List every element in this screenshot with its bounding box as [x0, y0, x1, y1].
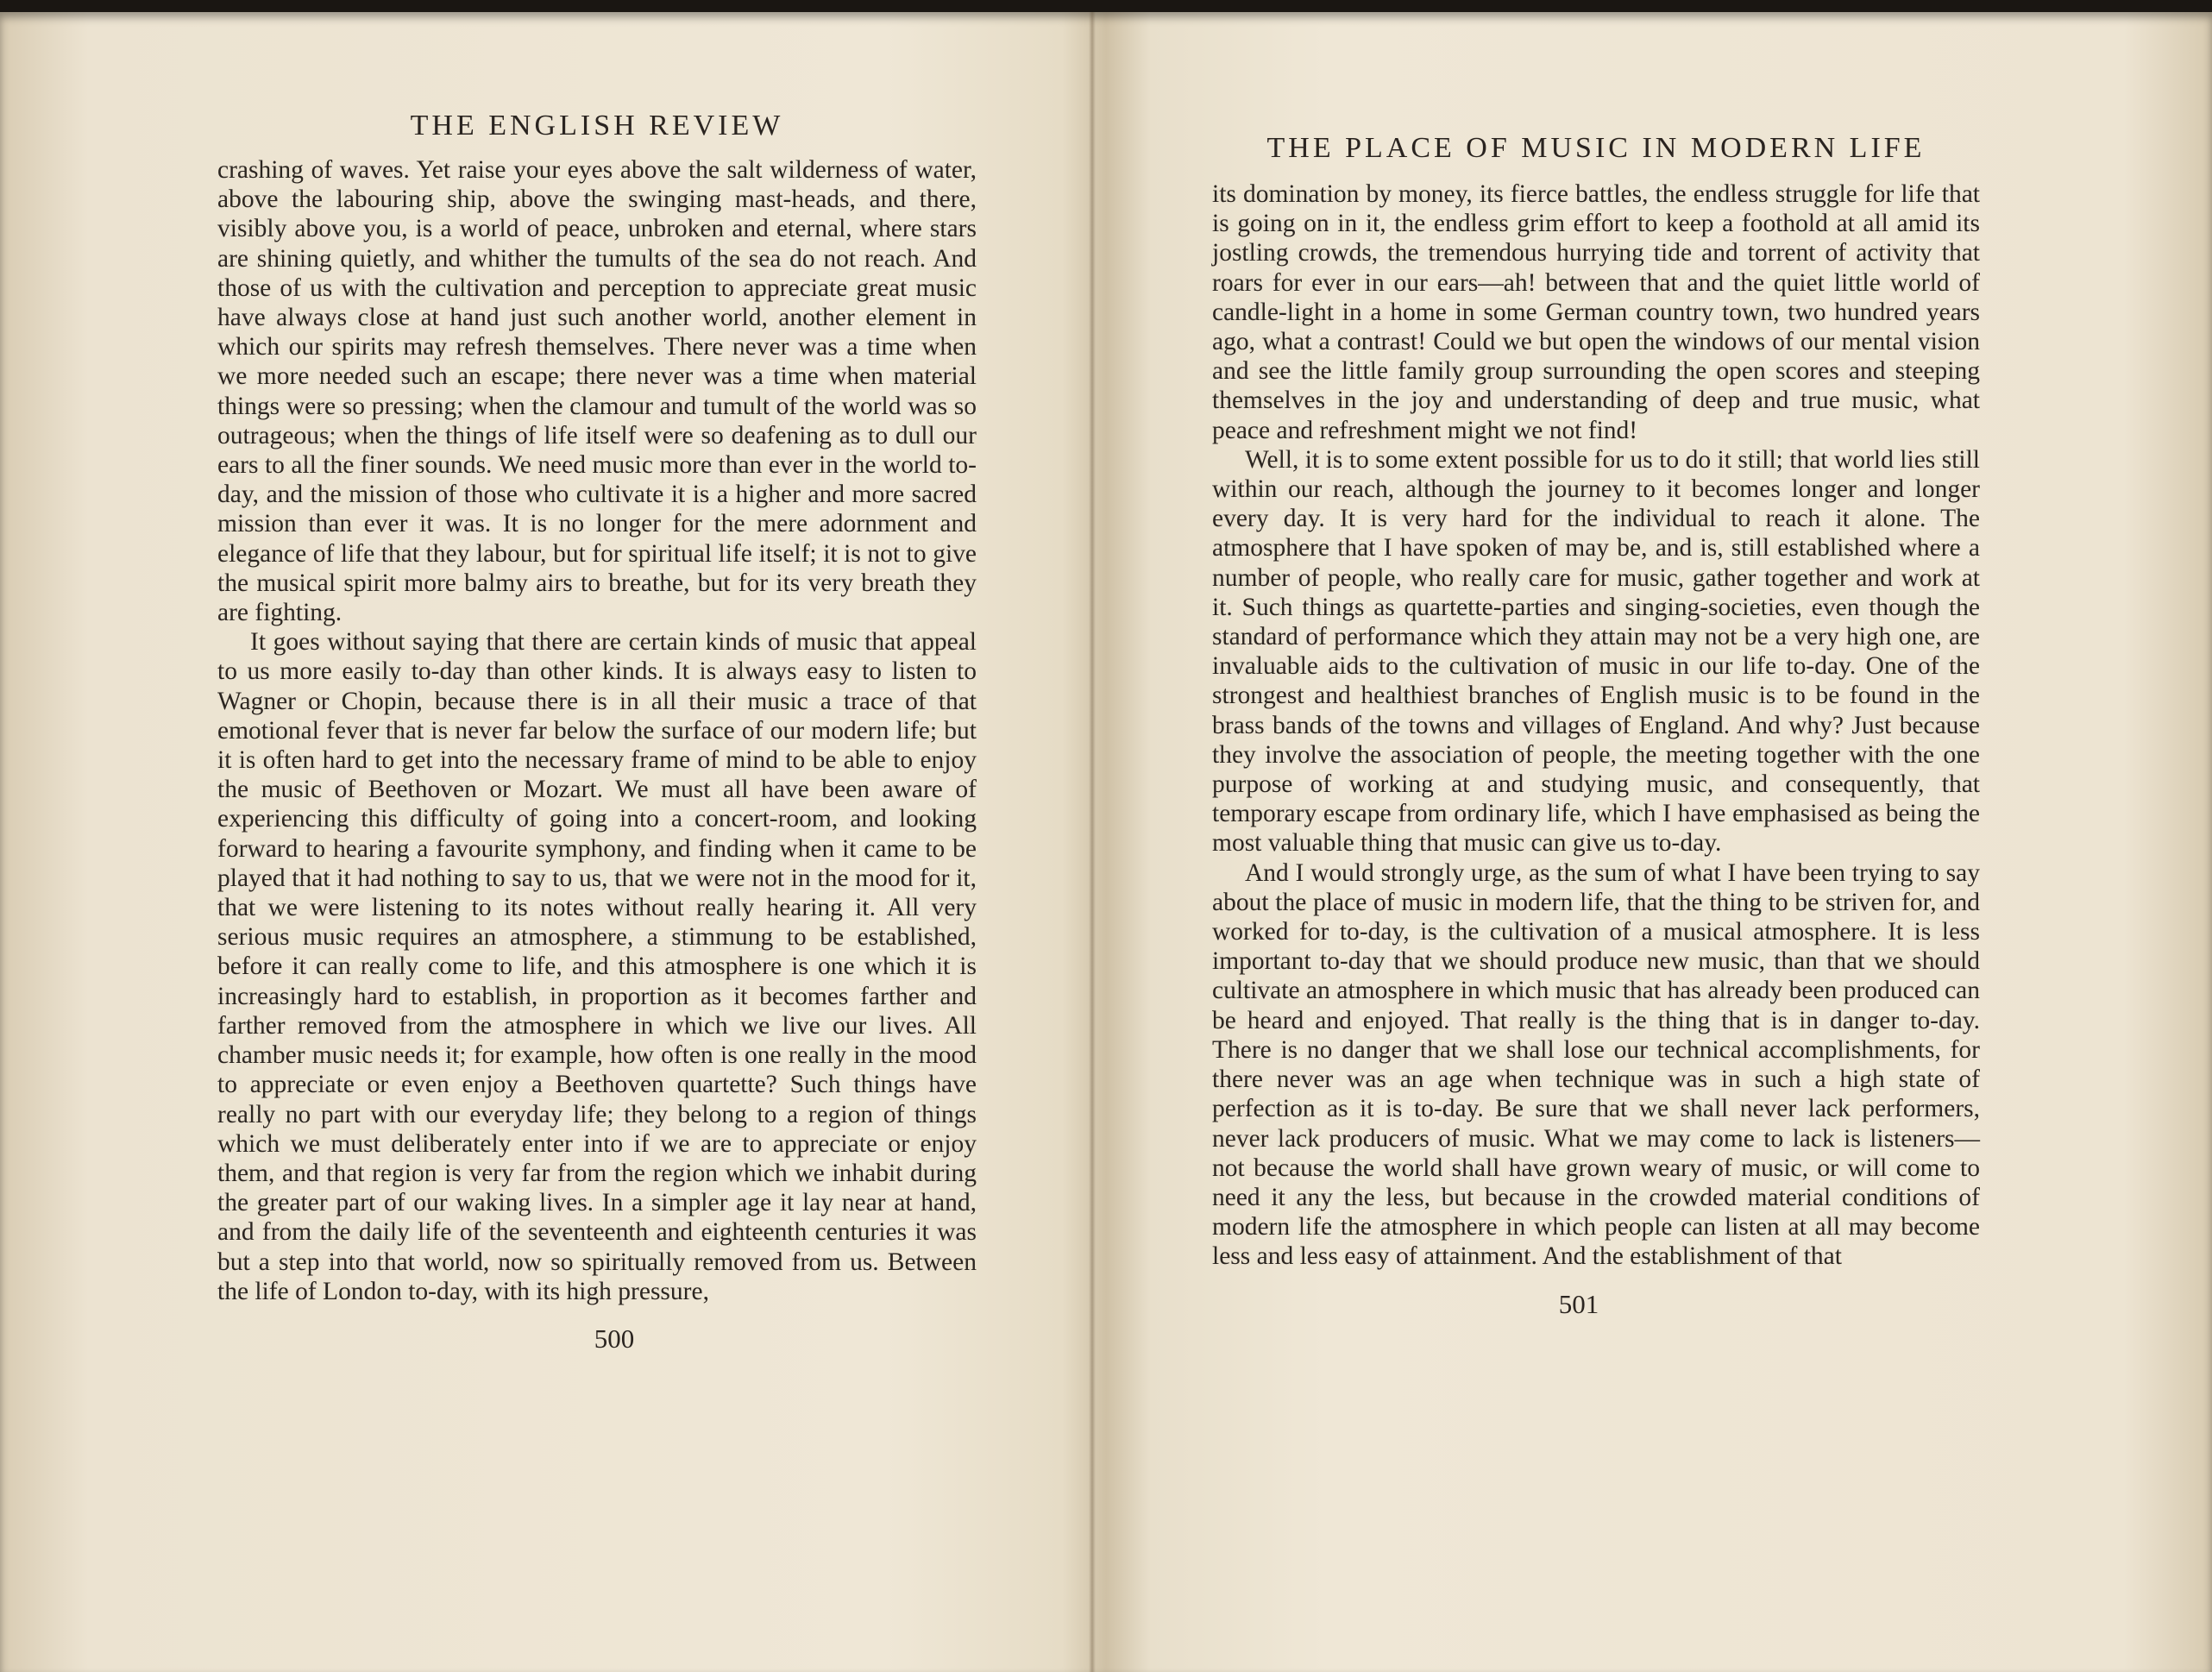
right-running-head: THE PLACE OF MUSIC IN MODERN LIFE	[1266, 132, 1926, 164]
left-paragraph-2: It goes without saying that there are certain kinds of music that appeal to us more easily to-day than other kinds. It is always easy to listen to Wagner or Chopin, because there is in all their music a trace of that emotional fever that is never far below the surface of our modern life; but it is often hard to get into the necessary frame of mind to be able to enjoy the music of Beethoven or Mozart. We must all have been aware of experiencing this difficulty of going into a concert-room, and looking forward to hearing a favourite symphony, and finding when it came to be played that it had nothing to say to us, that we were not in the mood for it, that we were listening to its notes without really hearing it. All very serious music requires an atmosphere, a stimmung to be established, before it can really come to life, and this atmosphere is one which it is increasingly hard to establish, in proportion as it becomes farther and farther removed from the atmosphere in which we live our lives. All chamber music needs it; for example, how often is one really in the mood to appreciate or even enjoy a Beethoven quartette? Such things have really no part with our everyday life; they belong to a region of things which we must deliberately enter into if we are to appreciate or enjoy them, and that region is very far from the region which we inhabit during the greater part of our waking lives. In a simpler age it lay near at hand, and from the daily life of the seventeenth and eighteenth centuries it was but a step into that world, now so spiritually removed from us. Between the life of London to-day, with its high pressure,	[217, 628, 977, 1305]
left-paragraph-1: crashing of waves. Yet raise your eyes above the salt wilderness of water, above the labouring ship, above the swinging mast-heads, and there, visibly above you, is a world of peace, unbroken and eternal, where stars are shining quietly, and whither the tumults of the sea do not reach. And those of us with the cultivation and perception to appreciate great music have always close at hand just such another world, another element in which our spirits may refresh themselves. There never was a time when we more needed such an escape; there never was a time when material things were so pressing; when the clamour and tumult of the world was so outrageous; when the things of life itself were so deafening as to dull our ears to all the finer sounds. We need music more than ever in the world to-day, and the mission of those who cultivate it is a higher and more sacred mission than ever it was. It is no longer for the mere adornment and elegance of life that they labour, but for spiritual life itself; it is not to give the musical spirit more balmy airs to breathe, but for its very breath they are fighting.	[217, 156, 977, 627]
book-spread	[0, 12, 2212, 1672]
right-paragraph-3: And I would strongly urge, as the sum of what I have been trying to say about the place of music in modern life, that the thing to be striven for, and worked for to-day, is the cultivation of a musical atmosphere. It is less important to-day that we should produce new music, than that we should cultivate an atmosphere in which music that has already been produced can be heard and enjoyed. That really is the thing that is in danger to-day. There is no danger that we shall lose our technical accomplishments, for there never was an age when technique was in such a high state of perfection as it is to-day. Be sure that we shall never lack performers, never lack producers of music. What we may come to lack is listeners—not because the world shall have grown weary of music, or will come to need it any the less, but because in the crowded material conditions of modern life the atmosphere in which people can listen at all may become less and less easy of attainment. And the establishment of that	[1212, 858, 1980, 1271]
right-paragraph-2: Well, it is to some extent possible for us to do it still; that world lies still within our reach, although the journey to it becomes longer and longer every day. It is very hard for the individual to reach it alone. The atmosphere that I have spoken of may be, and is, still established where a number of people, who really care for music, gather together and work at it. Such things as quartette-parties and singing-societies, even though the standard of performance which they attain may not be a very high one, are invaluable aids to the cultivation of music in our life to-day. One of the strongest and healthiest branches of English music is to be found in the brass bands of the towns and villages of England. And why? Just because they involve the association of people, the meeting together with the one purpose of working at and studying music, and consequently, that temporary escape from ordinary life, which I have emphasised as being the most valuable thing that music can give us to-day.	[1212, 445, 1980, 858]
right-paragraph-1: its domination by money, its fierce battles, the endless struggle for life that is going on in it, the endless grim effort to keep a foothold at all amid its jostling crowds, the tremendous hurrying tide and torrent of activity that roars for ever in our ears—ah! between that and the quiet little world of candle-light in a home in some German country town, two hundred years ago, what a contrast! Could we but open the windows of our mental vision and see the little family group surrounding the open scores and steeping themselves in the joy and understanding of deep and true music, what peace and refreshment might we not find!	[1212, 180, 1980, 444]
left-page-text	[217, 155, 977, 1306]
book-spine	[1089, 12, 1096, 1672]
right-page-text	[1212, 179, 1980, 1272]
left-page-number: 500	[594, 1323, 635, 1354]
left-page	[217, 107, 977, 1355]
right-page-number: 501	[1558, 1288, 1599, 1319]
left-running-head: THE ENGLISH REVIEW	[410, 110, 784, 141]
right-page	[1212, 129, 1980, 1320]
